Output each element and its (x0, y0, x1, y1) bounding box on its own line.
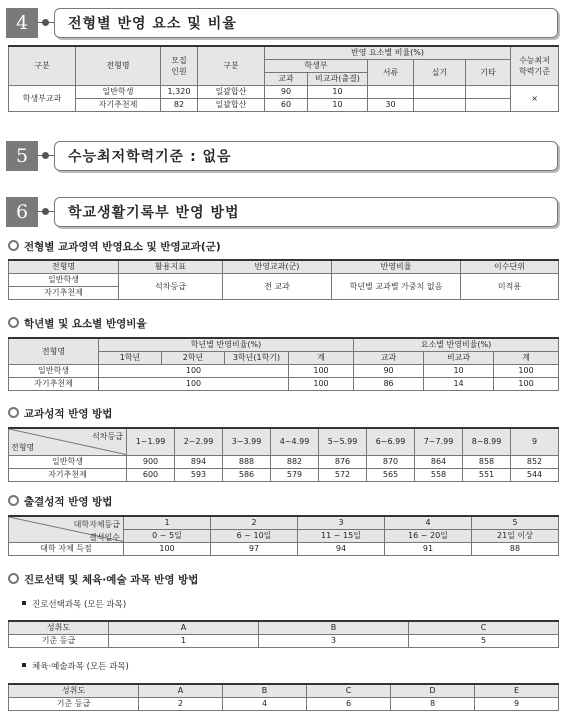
type-cell: 일반학생 (9, 273, 119, 286)
grade-col-header: 5~5.99 (319, 428, 367, 455)
header-year2: 2학년 (162, 351, 225, 364)
header-year3: 3학년(1학기) (225, 351, 289, 364)
practical-cell (414, 85, 466, 98)
element-sum-cell: 100 (494, 377, 559, 390)
grade-score-table (8, 427, 559, 482)
score-cell: 565 (367, 468, 415, 481)
section-6-header (6, 197, 558, 227)
grade-cell: 9 (475, 697, 559, 710)
section-number: 6 (6, 197, 38, 227)
etc-cell (466, 98, 511, 111)
corner-bottom-label: 전형명 (11, 442, 35, 452)
header-type: 전형명 (76, 46, 161, 85)
subjects-cell: 전 교과 (223, 273, 332, 299)
arts-table (8, 683, 559, 711)
score-cell: 100 (124, 542, 211, 555)
score-cell: 572 (319, 468, 367, 481)
corner-cell (9, 516, 124, 542)
header-etc: 기타 (466, 59, 511, 85)
grade-col-header: 6~6.99 (367, 428, 415, 455)
level-cell: C (409, 621, 559, 634)
score-cell: 876 (319, 455, 367, 468)
score-cell: 852 (511, 455, 559, 468)
nonsubject-cell: 10 (308, 98, 368, 111)
score-cell: 558 (415, 468, 463, 481)
bullet-dot (42, 152, 49, 159)
univ-grade-cell: 5 (472, 516, 559, 529)
header-indicator: 활용지표 (119, 260, 223, 273)
level-cell: C (307, 684, 391, 697)
group-label: 학생부교과 (9, 85, 76, 111)
subheading-subject-area: 전형별 교과영역 반영요소 및 반영교과(군) (8, 239, 221, 254)
score-cell: 888 (223, 455, 271, 468)
grade-col-header: 1~1.99 (127, 428, 175, 455)
docs-cell: 30 (368, 98, 414, 111)
section-number: 5 (6, 141, 38, 171)
section-5-header (6, 141, 558, 171)
grade-ratio-cell: 100 (99, 377, 289, 390)
header-subject: 교과 (265, 72, 308, 85)
score-cell: 894 (175, 455, 223, 468)
header-nonsubject: 비교과 (424, 351, 494, 364)
square-bullet-icon (22, 663, 26, 667)
level-cell: B (259, 621, 409, 634)
grade-col-header: 8~8.99 (463, 428, 511, 455)
score-cell: 882 (271, 455, 319, 468)
header-ratio: 반영비율 (332, 260, 461, 273)
header-quota: 모집 인원 (161, 46, 198, 85)
header-element-sum: 계 (494, 351, 559, 364)
score-cell: 858 (463, 455, 511, 468)
score-cell: 600 (127, 468, 175, 481)
grade-col-header: 4~4.99 (271, 428, 319, 455)
section-title: 수능최저학력기준 : 없음 (68, 149, 232, 165)
score-label: 대학 자체 득점 (9, 542, 124, 555)
grade-sum-cell: 100 (289, 364, 354, 377)
score-cell: 900 (127, 455, 175, 468)
header-type: 전형명 (9, 338, 99, 364)
type-cell: 자기추천제 (9, 377, 99, 390)
type-cell: 자기추천제 (76, 98, 161, 111)
univ-grade-cell: 4 (385, 516, 472, 529)
header-units: 이수단위 (461, 260, 559, 273)
header-achievement: 성취도 (9, 621, 109, 634)
grade-sum-cell: 100 (289, 377, 354, 390)
score-cell: 870 (367, 455, 415, 468)
quota-cell: 82 (161, 98, 198, 111)
subheading-career-arts: 진로선택 및 체육·예술 과목 반영 방법 (8, 572, 198, 587)
univ-grade-cell: 1 (124, 516, 211, 529)
absence-cell: 21일 이상 (472, 529, 559, 542)
grade-cell: 8 (391, 697, 475, 710)
csat-cell: × (511, 85, 559, 111)
subheading-attendance: 출결성적 반영 방법 (8, 494, 112, 509)
bullet-dot (42, 208, 49, 215)
univ-grade-cell: 2 (211, 516, 298, 529)
type-cell: 일반학생 (9, 455, 127, 468)
level-cell: B (223, 684, 307, 697)
section-title: 학교생활기록부 반영 방법 (68, 205, 240, 221)
subheading-grade-score: 교과성적 반영 방법 (8, 406, 112, 421)
bullet-dot (42, 19, 49, 26)
section-title: 전형별 반영 요소 및 비율 (68, 16, 237, 32)
career-table (8, 620, 559, 648)
score-cell: 593 (175, 468, 223, 481)
header-nonsubject: 비교과(출결) (308, 72, 368, 85)
score-cell: 586 (223, 468, 271, 481)
type-cell: 일반학생 (9, 364, 99, 377)
score-cell: 544 (511, 468, 559, 481)
header-type: 전형명 (9, 260, 119, 273)
score-cell: 551 (463, 468, 511, 481)
score-cell: 94 (298, 542, 385, 555)
row1-label: 대학자체등급 (73, 520, 120, 529)
ring-bullet-icon (8, 240, 19, 251)
header-grade-ratio: 학년별 반영비율(%) (99, 338, 354, 351)
nonsubject-cell: 10 (424, 364, 494, 377)
subject-cell: 90 (265, 85, 308, 98)
docs-cell (368, 85, 414, 98)
grade-ratio-cell: 100 (99, 364, 289, 377)
ring-bullet-icon (8, 573, 19, 584)
grade-cell: 6 (307, 697, 391, 710)
subheading-year-ratio: 학년별 및 요소별 반영비율 (8, 316, 147, 331)
attendance-table (8, 515, 559, 556)
practical-cell (414, 98, 466, 111)
absence-cell: 6 ~ 10일 (211, 529, 298, 542)
quota-cell: 1,320 (161, 85, 198, 98)
subject-cell: 60 (265, 98, 308, 111)
type-cell: 자기추천제 (9, 286, 119, 299)
type-cell: 자기추천제 (9, 468, 127, 481)
absence-cell: 16 ~ 20일 (385, 529, 472, 542)
method-cell: 일괄합산 (198, 85, 265, 98)
bullet-career: 진로선택과목 (모든 과목) (22, 598, 126, 610)
corner-cell (9, 428, 127, 455)
header-achievement: 성취도 (9, 684, 139, 697)
ring-bullet-icon (8, 407, 19, 418)
grade-col-header: 7~7.99 (415, 428, 463, 455)
score-cell: 88 (472, 542, 559, 555)
level-cell: A (109, 621, 259, 634)
header-csat: 수능최저 학력기준 (511, 46, 559, 85)
header-gubun2: 구분 (198, 46, 265, 85)
header-gubun: 구분 (9, 46, 76, 85)
level-cell: A (139, 684, 223, 697)
absence-cell: 11 ~ 15일 (298, 529, 385, 542)
absence-cell: 0 ~ 5일 (124, 529, 211, 542)
subject-area-table (8, 259, 559, 300)
ratio-cell: 학년별 교과별 가중치 없음 (332, 273, 461, 299)
section-4-header (6, 8, 558, 38)
header-subject: 교과 (354, 351, 424, 364)
header-ratio: 반영 요소별 비율(%) (265, 46, 511, 59)
grade-cell: 4 (223, 697, 307, 710)
grade-cell: 3 (259, 634, 409, 647)
ratio-table (8, 45, 559, 112)
univ-grade-cell: 3 (298, 516, 385, 529)
level-cell: E (475, 684, 559, 697)
header-year1: 1학년 (99, 351, 162, 364)
grade-cell: 1 (109, 634, 259, 647)
header-element-ratio: 요소별 반영비율(%) (354, 338, 559, 351)
units-cell: 미적용 (461, 273, 559, 299)
ring-bullet-icon (8, 495, 19, 506)
ring-bullet-icon (8, 317, 19, 328)
method-cell: 일괄합산 (198, 98, 265, 111)
row2-label: 결석일수 (89, 533, 120, 542)
row-label: 기준 등급 (9, 697, 139, 710)
header-docs: 서류 (368, 59, 414, 85)
square-bullet-icon (22, 601, 26, 605)
grade-col-header: 2~2.99 (175, 428, 223, 455)
header-practical: 실기 (414, 59, 466, 85)
element-sum-cell: 100 (494, 364, 559, 377)
bullet-arts: 체육·예술과목 (모든 과목) (22, 660, 129, 672)
header-grade-sum: 계 (289, 351, 354, 364)
score-cell: 864 (415, 455, 463, 468)
corner-top-label: 석차등급 (92, 432, 123, 441)
header-subjects: 반영교과(군) (223, 260, 332, 273)
header-school-record: 학생부 (265, 59, 368, 72)
indicator-cell: 석차등급 (119, 273, 223, 299)
grade-cell: 2 (139, 697, 223, 710)
type-cell: 일반학생 (76, 85, 161, 98)
nonsubject-cell: 10 (308, 85, 368, 98)
etc-cell (466, 85, 511, 98)
nonsubject-cell: 14 (424, 377, 494, 390)
grade-col-header: 3~3.99 (223, 428, 271, 455)
subject-cell: 90 (354, 364, 424, 377)
section-number: 4 (6, 8, 38, 38)
score-cell: 97 (211, 542, 298, 555)
score-cell: 579 (271, 468, 319, 481)
level-cell: D (391, 684, 475, 697)
year-ratio-table (8, 337, 559, 391)
grade-cell: 5 (409, 634, 559, 647)
row-label: 기준 등급 (9, 634, 109, 647)
subject-cell: 86 (354, 377, 424, 390)
score-cell: 91 (385, 542, 472, 555)
grade-col-header: 9 (511, 428, 559, 455)
